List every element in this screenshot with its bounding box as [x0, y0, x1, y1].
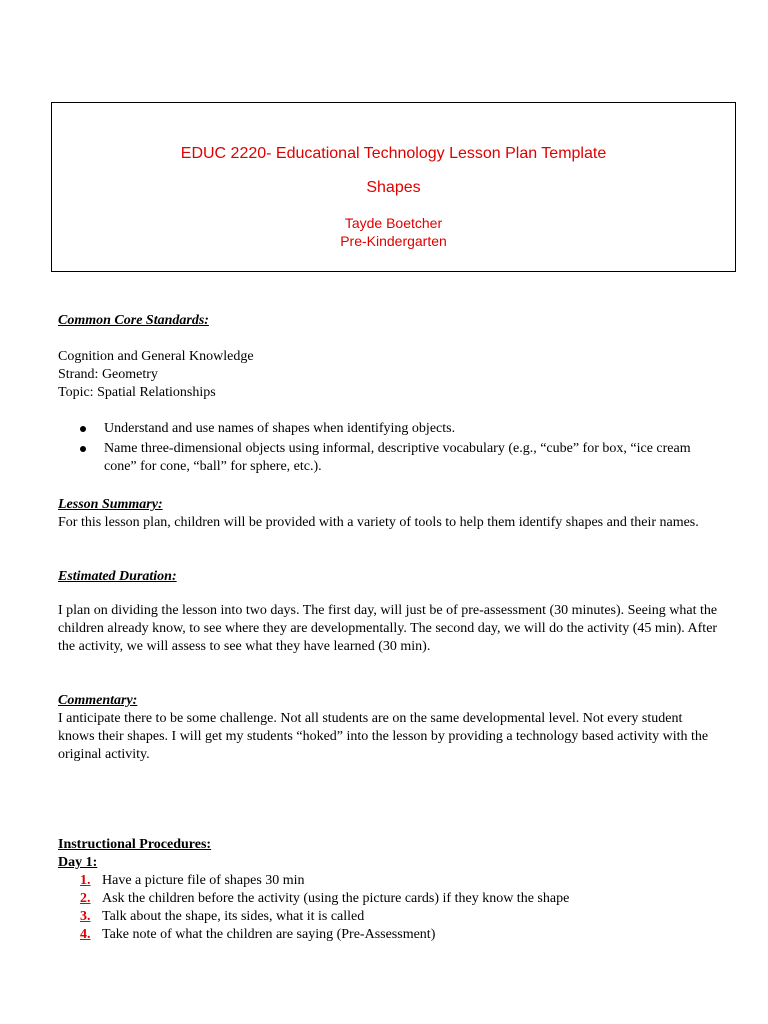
- step-number: 3.: [80, 909, 91, 924]
- summary-section: [58, 496, 718, 532]
- commentary-section: [58, 692, 718, 764]
- document-title: EDUC 2220- Educational Technology Lesson Plan Template: [180, 145, 607, 162]
- step-number: 1.: [80, 873, 91, 888]
- list-item: [58, 890, 718, 908]
- bullet-item: Name three-dimensional objects using informal, descriptive vocabulary (e.g., “cube” for box, “ice cream cone” for cone, “ball” for sphere, etc.).: [58, 440, 718, 476]
- standards-line: Strand: Geometry: [58, 367, 158, 382]
- step-number: 4.: [80, 927, 91, 942]
- standards-heading: Common Core Standards:: [58, 313, 209, 328]
- bullet-icon: [80, 446, 86, 452]
- step-text: Talk about the shape, its sides, what it is called: [102, 909, 365, 924]
- step-text: Take note of what the children are saying (Pre-Assessment): [102, 927, 436, 942]
- standards-line: Cognition and General Knowledge: [58, 349, 254, 364]
- standards-line: Topic: Spatial Relationships: [58, 385, 216, 400]
- day-label: Day 1:: [58, 855, 98, 870]
- standards-section: [58, 312, 718, 330]
- step-text: Have a picture file of shapes 30 min: [102, 873, 305, 888]
- commentary-heading: Commentary:: [58, 693, 138, 708]
- summary-heading: Lesson Summary:: [58, 497, 163, 512]
- list-item: [58, 926, 718, 944]
- duration-body: [58, 602, 718, 656]
- bullet-icon: [80, 426, 86, 432]
- procedures-section: [58, 836, 718, 944]
- duration-section: [58, 568, 718, 586]
- standards-bullets: [58, 420, 718, 478]
- standards-lines: [58, 348, 718, 402]
- summary-text: For this lesson plan, children will be provided with a variety of tools to help them identify shapes and their names.: [58, 515, 699, 530]
- step-number: 2.: [80, 891, 91, 906]
- step-text: Ask the children before the activity (using the picture cards) if they know the shape: [102, 891, 570, 906]
- commentary-text: I anticipate there to be some challenge. Not all students are on the same developmental level. Not every student knows their shapes. I will get my students “hoked” into the lesson by providing a technology based activity with the original activity.: [58, 711, 709, 762]
- lesson-subject: Shapes: [366, 179, 421, 196]
- grade-level: Pre-Kindergarten: [340, 233, 447, 249]
- title-box: [51, 102, 736, 272]
- duration-text: I plan on dividing the lesson into two days. The first day, will just be of pre-assessment (30 minutes). Seeing what the children already know, to see where they are developmentally. The second day, we will do the activity (45 min). After the activity, we will assess to see what they have learned (30 min).: [58, 603, 718, 654]
- list-item: [58, 908, 718, 926]
- list-item: [58, 872, 718, 890]
- duration-heading: Estimated Duration:: [58, 569, 177, 584]
- bullet-item: Understand and use names of shapes when identifying objects.: [58, 420, 718, 438]
- author-name: Tayde Boetcher: [344, 215, 443, 231]
- procedures-heading: Instructional Procedures:: [58, 837, 212, 852]
